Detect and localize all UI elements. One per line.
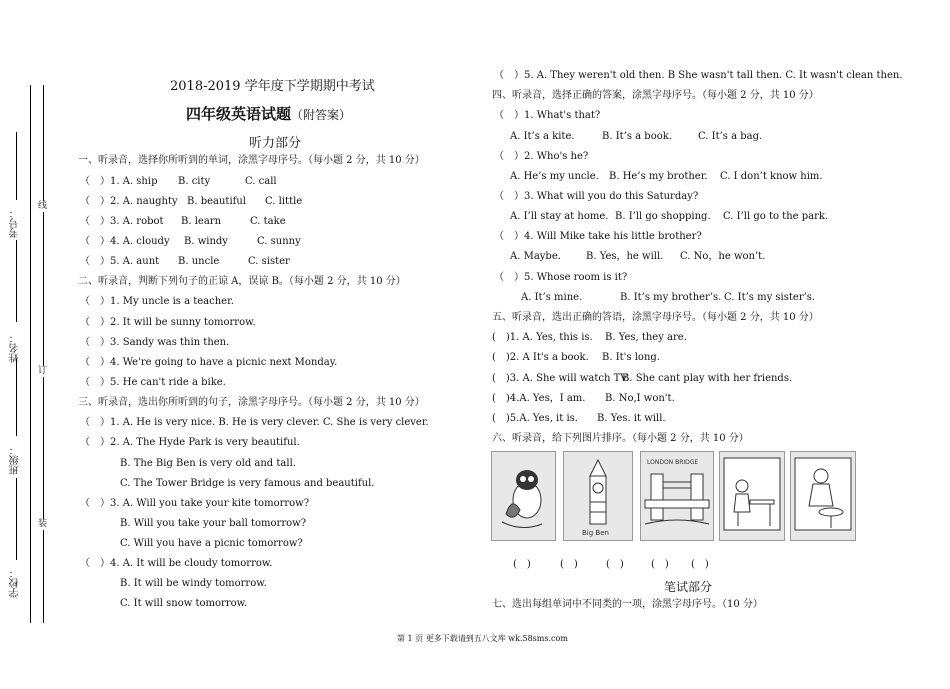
q5-item-2-a: ( )2. A It's a book. [492, 352, 589, 363]
bridge-drawing [641, 452, 713, 540]
q4-q2-b: B. He’s my brother. [609, 171, 708, 182]
boy-washing-drawing [791, 452, 855, 540]
picture-penguin [491, 451, 556, 541]
q2-heading: 二、听录音，判断下列句子的正谅 A，误谅 B。（每小题 2 分，共 10 分） [78, 276, 406, 287]
q1-item-5: （ ）5. A. aunt [80, 256, 160, 267]
binding-line-inner [43, 85, 44, 623]
q4-q1-b: B. It’s a book. [602, 131, 672, 142]
q3-item-5: （ ）5. A. They weren't old then. B She wasn't tall then. C. It wasn't clean then. [494, 70, 903, 81]
q5-heading: 五、听录音，选出正确的答语，涂黑字母序号。（每小题 2 分，共 10 分） [492, 312, 819, 323]
big-ben-drawing [564, 452, 632, 540]
q5-item-4-a: ( )4.A. Yes，I am. [492, 393, 586, 404]
q7-heading: 七、选出每组单词中不同类的一项，涂黑字母序号。（10 分） [492, 599, 763, 610]
penguin-drawing [492, 452, 555, 540]
q5-item-5-b: B. Yes. it will. [597, 413, 666, 424]
q2-item-5: （ ）5. He can't ride a bike. [80, 377, 226, 388]
q4-q4: （ ）4. Will Mike take his little brother? [494, 231, 702, 242]
q1-item-1-c: C. call [245, 176, 277, 187]
q4-q5-c: C. It’s my sister’s. [724, 292, 816, 303]
girl-desk-drawing [720, 452, 784, 540]
name-label: 姓名： [10, 333, 21, 363]
q5-item-3-b: B. She cant play with her friends. [622, 373, 793, 384]
q2-item-1: （ ）1. My uncle is a teacher. [80, 296, 234, 307]
exam-title-year: 2018-2019 学年度下学期期中考试 [170, 79, 375, 94]
q1-heading: 一、听录音，选择你所听到的单词，涂黑字母序号。（每小题 2 分，共 10 分） [78, 155, 425, 166]
q4-q5: （ ）5. Whose room is it? [494, 272, 628, 283]
q3-item-2: （ ）2. A. The Hyde Park is very beautiful. [80, 437, 300, 448]
q1-item-1-b: B. city [178, 176, 211, 187]
q4-heading: 四、听录音，选择正确的答案，涂黑字母序号。（每小题 2 分，共 10 分） [492, 90, 819, 101]
q4-q3-c: C. I’ll go to the park. [723, 211, 829, 222]
q4-q1: （ ）1. What's that? [494, 110, 601, 121]
q4-q4-a: A. Maybe. [510, 251, 561, 262]
q3-item-2-c: C. The Tower Bridge is very famous and beautiful. [120, 478, 375, 489]
q6-heading: 六、听录音，给下列图片排序。（每小题 2 分，共 10 分） [492, 433, 749, 444]
q5-item-3-a: ( )3. A. She will watch TV. [492, 373, 629, 384]
picture-blank-3[interactable]: ( ) [606, 559, 624, 570]
q3-item-1: （ ）1. A. He is very nice. B. He is very clever. C. She is very clever. [80, 417, 429, 428]
q1-item-4-c: C. sunny [257, 236, 301, 247]
big-ben-caption: Big Ben [582, 529, 609, 537]
q3-heading: 三、听录音，选出你所听到的句子，涂黑字母序号。（每小题 2 分，共 10 分） [78, 397, 425, 408]
q5-item-2-b: B. It's long. [602, 352, 660, 363]
bridge-caption: LONDON BRIDGE [647, 459, 699, 466]
school-label: 学校： [10, 568, 21, 598]
exam-title-suffix: （附答案） [291, 108, 352, 122]
q4-q2: （ ）2. Who's he? [494, 151, 589, 162]
class-label: 班级： [10, 445, 21, 475]
q3-item-3: （ ）3. A. Will you take your kite tomorrow? [80, 498, 310, 509]
q3-item-2-b: B. The Big Ben is very old and tall. [120, 458, 296, 469]
q4-q2-a: A. He’s my uncle. [510, 171, 599, 182]
picture-london-bridge [640, 451, 714, 541]
q4-q4-c: C. No，he won’t. [680, 251, 766, 262]
binding-word-xian: 线 [38, 201, 48, 211]
picture-boy-washing [790, 451, 856, 541]
q2-item-4: （ ）4. We're going to have a picnic next Monday. [80, 357, 338, 368]
q1-item-2: （ ）2. A. naughty [80, 196, 178, 207]
picture-blank-5[interactable]: ( ) [691, 559, 709, 570]
school-blank [16, 478, 17, 560]
q1-item-4: （ ）4. A. cloudy [80, 236, 170, 247]
picture-blank-4[interactable]: ( ) [651, 559, 669, 570]
q5-item-1-a: ( )1. A. Yes, this is. [492, 332, 593, 343]
picture-blank-1[interactable]: ( ) [513, 559, 531, 570]
q3-item-4: （ ）4. A. It will be cloudy tomorrow. [80, 558, 273, 569]
q1-item-2-b: B. beautiful [187, 196, 246, 207]
q4-q1-c: C. It’s a bag. [698, 131, 763, 142]
q4-q3: （ ）3. What will you do this Saturday? [494, 191, 699, 202]
q3-item-4-b: B. It will be windy tomorrow. [120, 578, 267, 589]
q3-item-4-c: C. It will snow tomorrow. [120, 598, 248, 609]
section-written: 笔试部分 [664, 580, 713, 594]
q4-q5-b: B. It’s my brother’s. [620, 292, 722, 303]
q1-item-3-c: C. take [250, 216, 286, 227]
exam-no-blank [16, 132, 17, 200]
picture-blank-2[interactable]: ( ) [560, 559, 578, 570]
q3-item-3-c: C. Will you have a picnic tomorrow? [120, 538, 303, 549]
q4-q4-b: B. Yes，he will. [586, 251, 664, 262]
q1-item-4-b: B. windy [184, 236, 228, 247]
name-blank [16, 240, 17, 322]
q1-item-5-b: B. uncle [178, 256, 220, 267]
q2-item-2: （ ）2. It will be sunny tomorrow. [80, 317, 256, 328]
binding-word-ding: 订 [38, 366, 48, 376]
q4-q3-b: B. I’ll go shopping. [615, 211, 711, 222]
q1-item-2-c: C. little [265, 196, 303, 207]
picture-girl-at-desk [719, 451, 785, 541]
q1-item-5-c: C. sister [248, 256, 290, 267]
class-blank [16, 358, 17, 436]
q3-item-3-b: B. Will you take your ball tomorrow? [120, 518, 307, 529]
q2-item-3: （ ）3. Sandy was thin then. [80, 337, 230, 348]
q1-item-3-b: B. learn [181, 216, 222, 227]
exam-title-text: 四年级英语试题 [186, 105, 292, 123]
q4-q1-a: A. It’s a kite. [510, 131, 575, 142]
binding-line-outer [30, 85, 31, 623]
q4-q2-c: C. I don’t know him. [720, 171, 823, 182]
q5-item-5-a: ( )5.A. Yes, it is. [492, 413, 578, 424]
q5-item-4-b: B. No,I won't. [605, 393, 675, 404]
section-listening: 听力部分 [249, 136, 302, 151]
exam-no-label: 考号： [10, 208, 21, 238]
binding-word-zhuang: 装 [38, 519, 48, 529]
q1-item-1: （ ）1. A. ship [80, 176, 158, 187]
q5-item-1-b: B. Yes, they are. [605, 332, 687, 343]
q4-q3-a: A. I’ll stay at home. [510, 211, 609, 222]
page-footer: 第 1 页 更多下载请到五八文库 wk.58sms.com [397, 634, 568, 643]
q4-q5-a: A. It’s mine. [521, 292, 583, 303]
q1-item-3: （ ）3. A. robot [80, 216, 164, 227]
picture-big-ben [563, 451, 633, 541]
exam-title-main [186, 103, 351, 124]
